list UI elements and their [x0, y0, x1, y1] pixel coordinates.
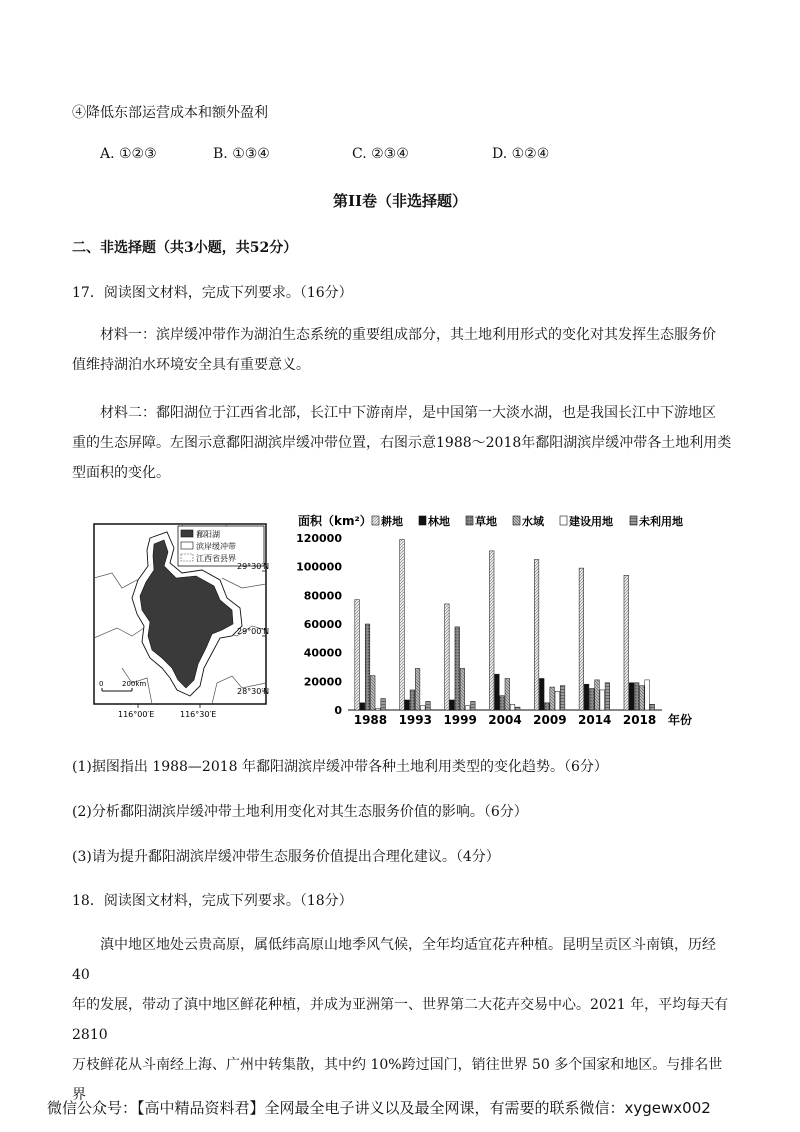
bar-1999-4 [465, 706, 470, 710]
bar-1988-4 [376, 709, 381, 710]
bar-2009-4 [555, 691, 560, 710]
bar-1988-5 [381, 699, 386, 710]
q16-item-4: ④降低东部运营成本和额外盈利 [72, 105, 268, 121]
bar-1999-5 [471, 701, 476, 710]
bar-2018-5 [650, 704, 655, 710]
footer-watermark: 微信公众号：【高中精品资料君】全网最全电子讲义以及最全网课，有需要的联系微信：xygewx002 [47, 1099, 711, 1117]
legend-swatch-2 [466, 516, 473, 525]
section-heading: 二、非选择题（共3小题，共52分） [72, 240, 298, 256]
chart-ylabel: 面积（km²） [298, 514, 372, 528]
bar-1999-1 [450, 700, 455, 710]
legend-swatch-3 [513, 516, 520, 525]
legend-swatch-1 [419, 516, 426, 525]
bar-2004-3 [505, 678, 510, 710]
y-tick-label-5: 100000 [296, 560, 342, 574]
lon-label-11600: 116°00′E [118, 710, 155, 719]
lat-label-2900: 29°00′N [237, 627, 270, 636]
bar-1993-2 [410, 690, 415, 710]
bar-2018-1 [629, 683, 634, 710]
scale-zero: 0 [99, 680, 104, 688]
bar-1999-3 [460, 668, 465, 710]
lat-label-2830: 28°30′N [237, 687, 270, 696]
material2-line3: 型面积的变化。 [72, 465, 170, 481]
q18-line2: 年的发展，带动了滇中地区鲜花种植，并成为亚洲第一、世界第二大花卉交易中心。2021 年，平均每天有 2810 [72, 997, 729, 1043]
q17-material-2 [72, 398, 732, 488]
q17-sub-3: (3)请为提升鄱阳湖滨岸缓冲带生态服务价值提出合理化建议。（4分） [72, 849, 500, 865]
bar-2014-2 [590, 689, 595, 711]
bar-2004-2 [500, 696, 505, 710]
material1-line2: 值维持湖泊水环境安全具有重要意义。 [72, 357, 310, 373]
section-title: 第II卷（非选择题） [332, 192, 468, 210]
legend-lake-label: 鄱阳湖 [196, 530, 220, 539]
y-tick-label-2: 40000 [303, 646, 342, 660]
bar-1988-0 [355, 600, 360, 710]
bar-2004-0 [489, 551, 494, 710]
chart-xlabel: 年份 [668, 713, 693, 727]
bar-2009-5 [560, 686, 565, 710]
poyang-map-figure [92, 518, 277, 723]
bar-2004-1 [495, 674, 500, 710]
bar-1988-3 [370, 676, 375, 710]
legend-label-5: 未利用地 [639, 515, 683, 528]
option-a: A. ①②③ [100, 146, 157, 162]
bar-2009-0 [534, 560, 539, 711]
x-tick-label-2014: 2014 [578, 713, 612, 727]
x-tick-label-1999: 1999 [443, 713, 477, 727]
bar-1993-4 [420, 706, 425, 710]
lon-label-11630: 116°30′E [180, 710, 217, 719]
q18-stem: 18．阅读图文材料，完成下列要求。（18分） [72, 893, 353, 909]
bar-1993-3 [415, 668, 420, 710]
legend-boundary-label: 江西省县界 [196, 554, 236, 563]
x-tick-label-1988: 1988 [353, 713, 388, 727]
y-tick-label-1: 20000 [303, 675, 342, 689]
bar-2009-3 [550, 687, 555, 710]
legend-label-3: 水域 [522, 515, 544, 528]
bar-1999-0 [445, 604, 450, 710]
q17-stem: 17．阅读图文材料，完成下列要求。（16分） [72, 285, 353, 301]
x-tick-label-2004: 2004 [488, 713, 522, 727]
bar-2009-1 [539, 678, 544, 710]
legend-swatch-0 [372, 516, 379, 525]
material2-line1: 材料二：鄱阳湖位于江西省北部，长江中下游南岸，是中国第一大淡水湖，也是我国长江中下游地区 [100, 405, 716, 421]
legend-label-1: 林地 [428, 515, 450, 528]
lat-label-2930: 29°30′N [237, 562, 270, 571]
legend-buffer-label: 滨岸缓冲带 [196, 542, 236, 551]
q17-sub-2: (2)分析鄱阳湖滨岸缓冲带土地利用变化对其生态服务价值的影响。（6分） [72, 804, 528, 820]
legend-swatch-5 [630, 516, 637, 525]
option-b: B. ①③④ [213, 146, 270, 162]
q18-line1: 滇中地区地处云贵高原，属低纬高原山地季风气候，全年均适宜花卉种植。昆明呈贡区斗南镇，历经 40 [72, 937, 716, 983]
bar-1993-0 [400, 539, 405, 710]
map-legend [178, 526, 264, 566]
chart-legend [372, 514, 683, 528]
bar-2018-0 [624, 575, 629, 710]
legend-lake-swatch [181, 530, 193, 537]
bar-2014-1 [584, 684, 589, 710]
y-tick-label-0: 0 [334, 704, 342, 717]
bar-1999-2 [455, 627, 460, 710]
bar-2018-4 [645, 680, 650, 710]
legend-swatch-4 [560, 516, 567, 525]
bar-1993-5 [426, 701, 431, 710]
bar-2004-4 [510, 704, 515, 710]
land-use-bar-chart [290, 508, 710, 730]
bar-2014-0 [579, 568, 584, 710]
q18-line3: 万枝鲜花从斗南经上海、广州中转集散，其中约 10%跨过国门，销往世界 50 多个国家和地区。与排名世界 [72, 1057, 723, 1103]
option-c: C. ②③④ [352, 146, 409, 162]
legend-label-2: 草地 [475, 515, 497, 528]
bar-1988-2 [365, 624, 370, 710]
bar-2009-2 [545, 703, 550, 710]
bar-1988-1 [360, 703, 365, 710]
q17-sub-1: (1)据图指出 1988—2018 年鄱阳湖滨岸缓冲带各种土地利用类型的变化趋势。（6分） [72, 759, 608, 775]
y-tick-label-4: 80000 [303, 589, 342, 603]
q17-material-1 [72, 320, 732, 380]
q18-material [72, 930, 732, 1110]
bar-2018-2 [634, 683, 639, 710]
scale-label: 200km [122, 680, 147, 688]
bar-1993-1 [405, 700, 410, 710]
bar-2014-3 [595, 680, 600, 710]
material2-line2: 重的生态屏障。左图示意鄱阳湖滨岸缓冲带位置，右图示意1988～2018年鄱阳湖滨岸缓冲带各土地利用类 [72, 435, 732, 451]
legend-boundary-swatch [181, 554, 193, 561]
bar-2014-4 [600, 690, 605, 710]
option-d: D. ①②④ [492, 146, 550, 162]
material1-line1: 材料一：滨岸缓冲带作为湖泊生态系统的重要组成部分，其土地利用形式的变化对其发挥生态服务价 [100, 327, 716, 343]
legend-label-4: 建设用地 [569, 515, 613, 528]
y-tick-label-3: 60000 [303, 618, 342, 631]
bar-2004-5 [515, 707, 520, 710]
bar-2018-3 [640, 686, 645, 710]
bar-2014-5 [605, 683, 610, 710]
x-tick-label-2018: 2018 [622, 713, 657, 727]
chart-bars [355, 539, 655, 710]
x-tick-label-1993: 1993 [398, 713, 432, 727]
legend-buffer-swatch [181, 542, 193, 549]
y-tick-label-6: 120000 [296, 532, 342, 545]
x-tick-label-2009: 2009 [533, 713, 567, 727]
legend-label-0: 耕地 [381, 515, 403, 528]
